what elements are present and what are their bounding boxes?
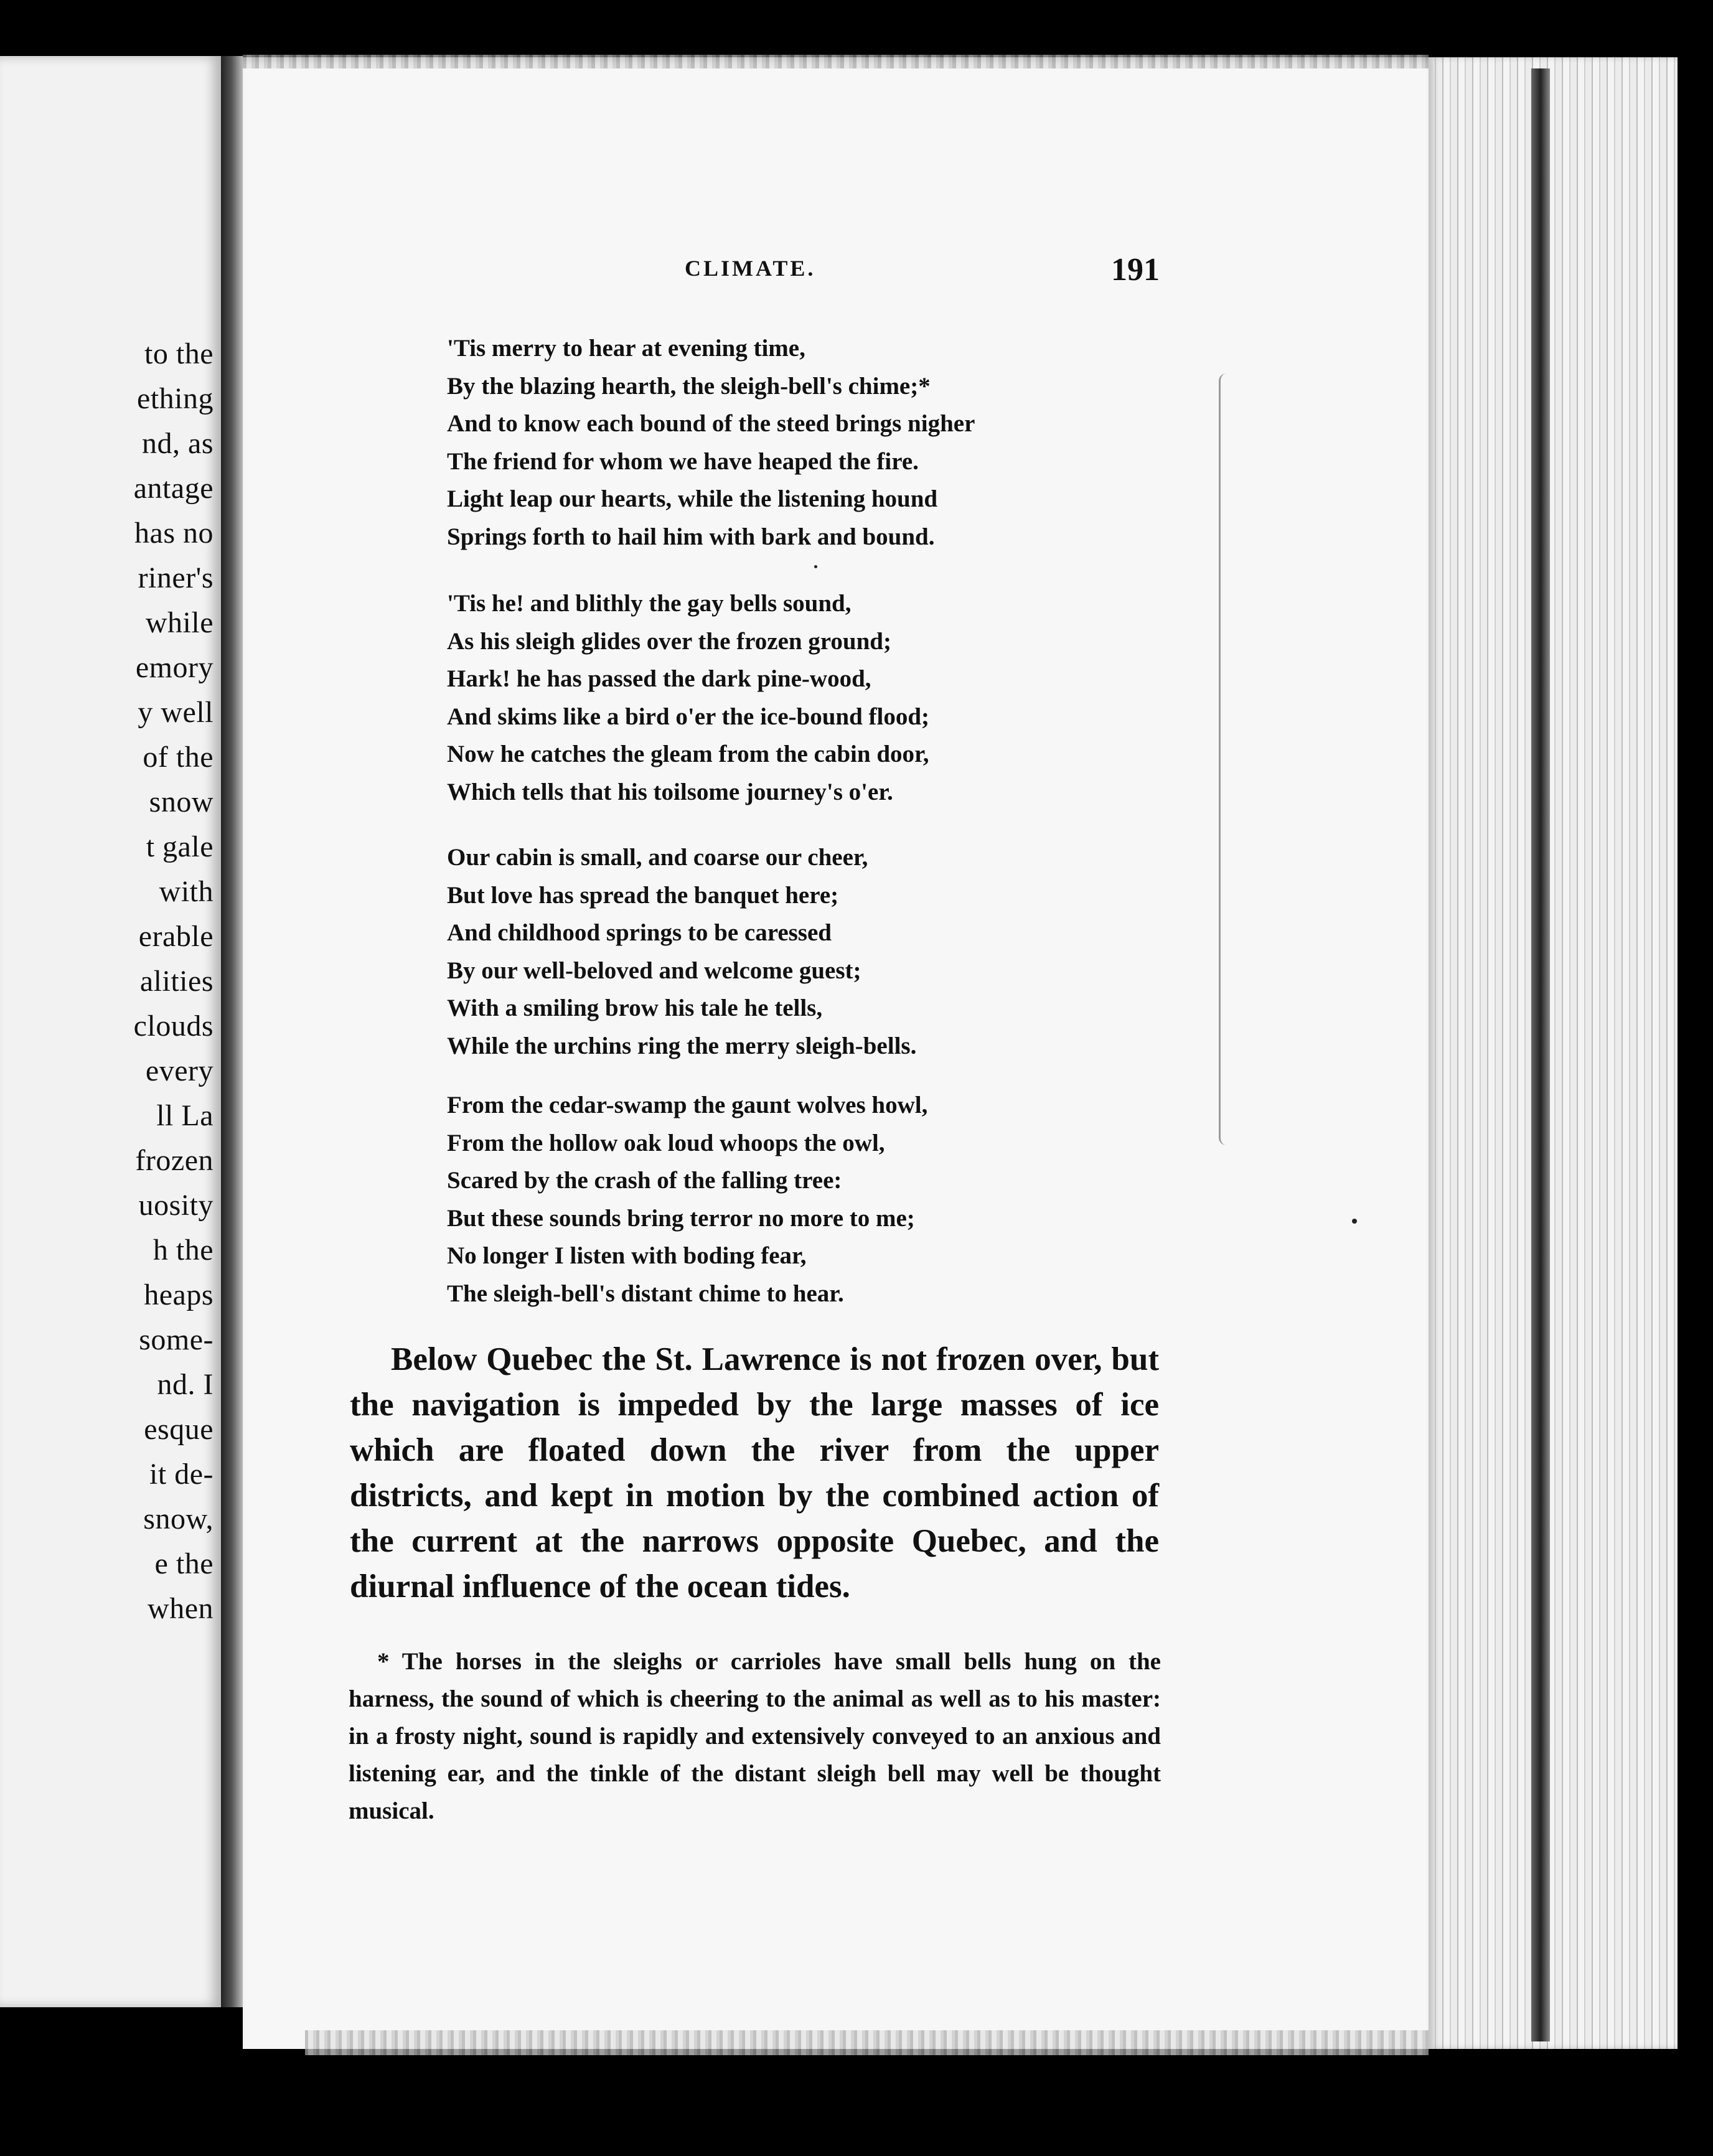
facing-page-line: alities — [139, 965, 214, 998]
poem-line: From the cedar-swamp the gaunt wolves howl, — [447, 1092, 928, 1118]
poem-line: From the hollow oak loud whoops the owl, — [447, 1129, 885, 1156]
facing-page-line: erable — [138, 920, 214, 953]
background-edge — [1678, 57, 1713, 2049]
facing-page-line: every — [145, 1054, 214, 1087]
margin-pencil-mark — [1219, 373, 1231, 1145]
page-stack-edges — [1429, 57, 1678, 2049]
page-stack-shadow — [1531, 68, 1550, 2041]
facing-page-line: heaps — [144, 1278, 214, 1311]
facing-page-line: it de- — [149, 1458, 214, 1491]
facing-page-line: snow — [149, 785, 214, 818]
facing-page-line: esque — [144, 1413, 214, 1446]
facing-page-line: uosity — [138, 1189, 214, 1222]
poem-line: Springs forth to hail him with bark and bound. — [447, 523, 935, 550]
poem-line: The sleigh-bell's distant chime to hear. — [447, 1280, 844, 1307]
facing-page-line: with — [159, 875, 214, 908]
facing-page-line: snow, — [143, 1502, 214, 1535]
facing-page-line: riner's — [138, 561, 214, 594]
facing-page-line: antage — [133, 472, 214, 505]
facing-page-line: nd. I — [157, 1368, 214, 1401]
poem-stanza-1 — [447, 330, 975, 556]
poem-line: And skims like a bird o'er the ice-bound flood; — [447, 703, 930, 730]
poem-line: Scared by the crash of the falling tree: — [447, 1167, 842, 1194]
poem-stanza-4 — [447, 1087, 927, 1313]
facing-page-line: y well — [138, 696, 214, 729]
footnote: * The horses in the sleighs or carrioles have small bells hung on the harness, the sound of which is cheering to the animal as well as to his master: in a frosty night, sound is rapidly and extensively conveyed to an anxious and listening ear, and the tinkle of the distant sleigh bell may well be thought musical. — [349, 1648, 1161, 1824]
poem-line: And childhood springs to be caressed — [447, 919, 832, 946]
poem-line: By our well-beloved and welcome guest; — [447, 957, 861, 984]
poem-stanza-3 — [447, 839, 916, 1065]
poem-line: The friend for whom we have heaped the fire. — [447, 448, 919, 475]
facing-page-line: clouds — [133, 1010, 214, 1043]
poem-line: And to know each bound of the steed brings nigher — [447, 410, 975, 437]
poem-line: 'Tis merry to hear at evening time, — [447, 335, 805, 362]
body-paragraph: Below Quebec the St. Lawrence is not frozen over, but the navigation is impeded by the large masses of ice which are floated down the river from the upper districts, and kept in motion by the combined action of the current at the narrows opposite Quebec, and the diurnal influence of the ocean tides. — [350, 1341, 1159, 1605]
poem-line: Hark! he has passed the dark pine-wood, — [447, 665, 871, 692]
book-gutter — [221, 56, 243, 2007]
print-speck — [814, 565, 817, 568]
poem-line: While the urchins ring the merry sleigh-bells. — [447, 1032, 917, 1059]
poem-line: But love has spread the banquet here; — [447, 881, 839, 909]
page-edge-top — [243, 55, 1429, 68]
poem-line: Which tells that his toilsome journey's o'er. — [447, 778, 893, 805]
facing-page-line: to the — [144, 337, 214, 370]
poem-line: By the blazing hearth, the sleigh-bell's chime;* — [447, 372, 931, 400]
page-edge-bottom — [305, 2030, 1429, 2055]
facing-page-line: ll La — [156, 1099, 214, 1132]
facing-page-line: some- — [139, 1323, 214, 1356]
poem-line: Now he catches the gleam from the cabin door, — [447, 741, 929, 767]
page-number: 191 — [1111, 252, 1160, 288]
facing-page-line: ething — [137, 382, 214, 415]
facing-page — [0, 56, 221, 2007]
facing-page-line: h the — [153, 1234, 214, 1267]
facing-page-line: e the — [154, 1547, 214, 1580]
facing-page-line: when — [148, 1592, 214, 1625]
facing-page-line: emory — [135, 651, 214, 684]
facing-page-line: frozen — [135, 1144, 214, 1177]
poem-line: Light leap our hearts, while the listening hound — [447, 485, 938, 512]
poem-line: 'Tis he! and blithly the gay bells sound, — [447, 590, 852, 617]
facing-page-line: while — [145, 606, 214, 639]
poem-line: With a smiling brow his tale he tells, — [447, 995, 823, 1021]
facing-page-line: t gale — [146, 830, 214, 863]
facing-page-line: has no — [134, 517, 214, 550]
poem-line: Our cabin is small, and coarse our cheer, — [447, 844, 868, 871]
poem-line: As his sleigh glides over the frozen ground; — [447, 627, 891, 655]
print-speck — [1352, 1219, 1357, 1224]
facing-page-line: nd, as — [142, 427, 214, 460]
poem-line: No longer I listen with boding fear, — [447, 1242, 807, 1269]
facing-page-line: of the — [143, 741, 214, 774]
poem-stanza-2 — [447, 585, 929, 811]
poem-line: But these sounds bring terror no more to me; — [447, 1204, 915, 1232]
running-title: CLIMATE. — [685, 256, 816, 281]
